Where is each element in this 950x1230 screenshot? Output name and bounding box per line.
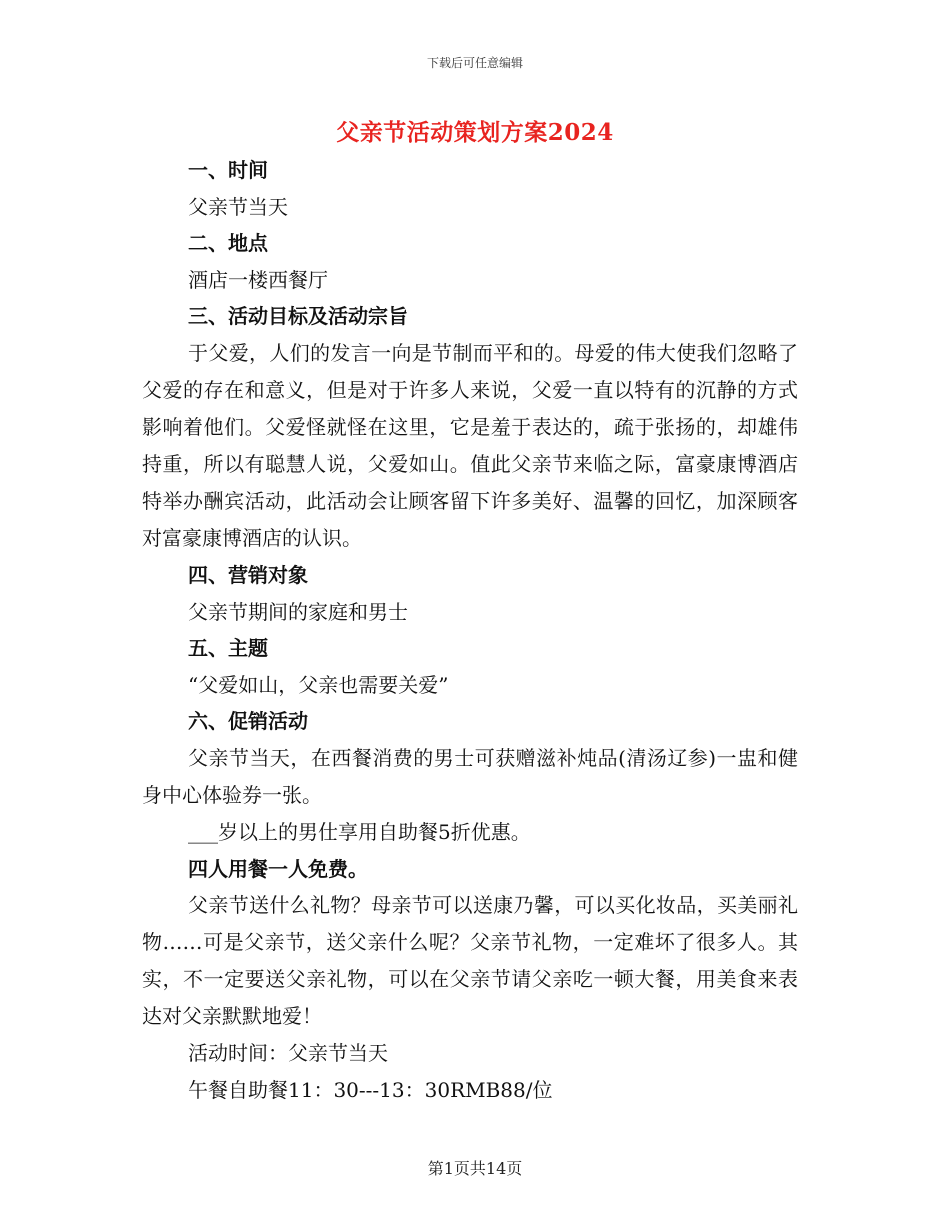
section-paragraph-goals: 于父爱，人们的发言一向是节制而平和的。母爱的伟大使我们忽略了父爱的存在和意义，但是对于许多人来说，父爱一直以特有的沉静的方式影响着他们。父爱怪就怪在这里，它是羞于表达的，疏于张扬的，却雄伟持重，所以有聪慧人说，父爱如山。值此父亲节来临之际，富豪康博酒店特举办酬宾活动，此活动会让顾客留下许多美好、温馨的回忆，加深顾客对富豪康博酒店的认识。 [142, 340, 798, 550]
document-title: 父亲节活动策划方案2024 [336, 119, 614, 146]
page-number-footer: 第1页共14页 [427, 1159, 523, 1178]
promotion-paragraph-discount: ___岁以上的男仕享用自助餐5折优惠。 [188, 819, 531, 844]
section-text-time: 父亲节当天 [188, 194, 288, 219]
section-heading-promotion: 六、促销活动 [188, 709, 308, 734]
section-text-theme: “父爱如山，父亲也需要关爱” [188, 672, 449, 697]
section-heading-goals: 三、活动目标及活动宗旨 [188, 304, 408, 329]
promotion-bold-offer: 四人用餐一人免费。 [188, 856, 368, 881]
section-heading-location: 二、地点 [188, 231, 268, 256]
promotion-paragraph-gift: 父亲节当天，在西餐消费的男士可获赠滋补炖品(清汤辽参)一盅和健身中心体验券一张。 [142, 745, 798, 807]
page-header-note: 下载后可任意编辑 [426, 56, 523, 70]
promotion-event-time: 活动时间：父亲节当天 [188, 1041, 388, 1066]
section-heading-time: 一、时间 [188, 158, 268, 182]
promotion-lunch-buffet: 午餐自助餐11：30---13：30RMB88/位 [188, 1077, 553, 1102]
section-text-location: 酒店一楼西餐厅 [188, 267, 328, 292]
section-heading-theme: 五、主题 [188, 636, 268, 661]
section-text-target: 父亲节期间的家庭和男士 [188, 599, 408, 624]
promotion-paragraph-gift-ideas: 父亲节送什么礼物？母亲节可以送康乃馨，可以买化妆品，买美丽礼物……可是父亲节，送父亲什么呢？父亲节礼物，一定难坏了很多人。其实，不一定要送父亲礼物，可以在父亲节请父亲吃一顿大餐，用美食来表达对父亲默默地爱！ [142, 893, 798, 1029]
document-body [142, 152, 798, 1108]
section-heading-target: 四、营销对象 [188, 562, 308, 587]
